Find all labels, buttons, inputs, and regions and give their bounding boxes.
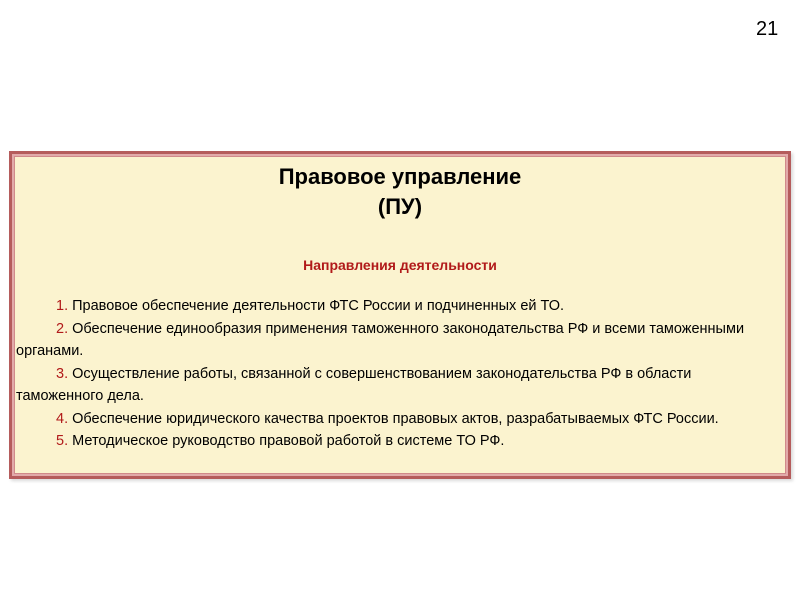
item-number: 2. — [56, 320, 69, 337]
list-item — [16, 318, 776, 363]
list-item — [16, 430, 776, 453]
list-item — [16, 295, 776, 318]
content-panel — [9, 151, 791, 479]
list-item — [16, 363, 776, 408]
panel-subtitle: Направления деятельности — [303, 257, 497, 273]
item-number: 4. — [56, 410, 69, 427]
item-text: Обеспечение юридического качества проектов правовых актов, разрабатываемых ФТС России. — [68, 410, 719, 427]
slide-number: 21 — [756, 18, 779, 40]
item-text: Правовое обеспечение деятельности ФТС России и подчиненных ей ТО. — [68, 298, 565, 314]
item-number: 5. — [56, 433, 69, 449]
item-text: Обеспечение единообразия применения таможенного законодательства РФ и всеми таможенными органами. — [16, 320, 745, 359]
item-text: Методическое руководство правовой работой в системе ТО РФ. — [68, 433, 505, 449]
list-item — [16, 408, 776, 431]
panel-title-abbreviation: (ПУ) — [377, 194, 423, 219]
item-number: 1. — [56, 298, 69, 314]
item-number: 3. — [56, 365, 69, 382]
panel-title: Правовое управление — [278, 164, 522, 189]
activity-list — [16, 295, 776, 453]
item-text: Осуществление работы, связанной с совершенствованием законодательства РФ в области таможенного дела. — [16, 365, 692, 404]
